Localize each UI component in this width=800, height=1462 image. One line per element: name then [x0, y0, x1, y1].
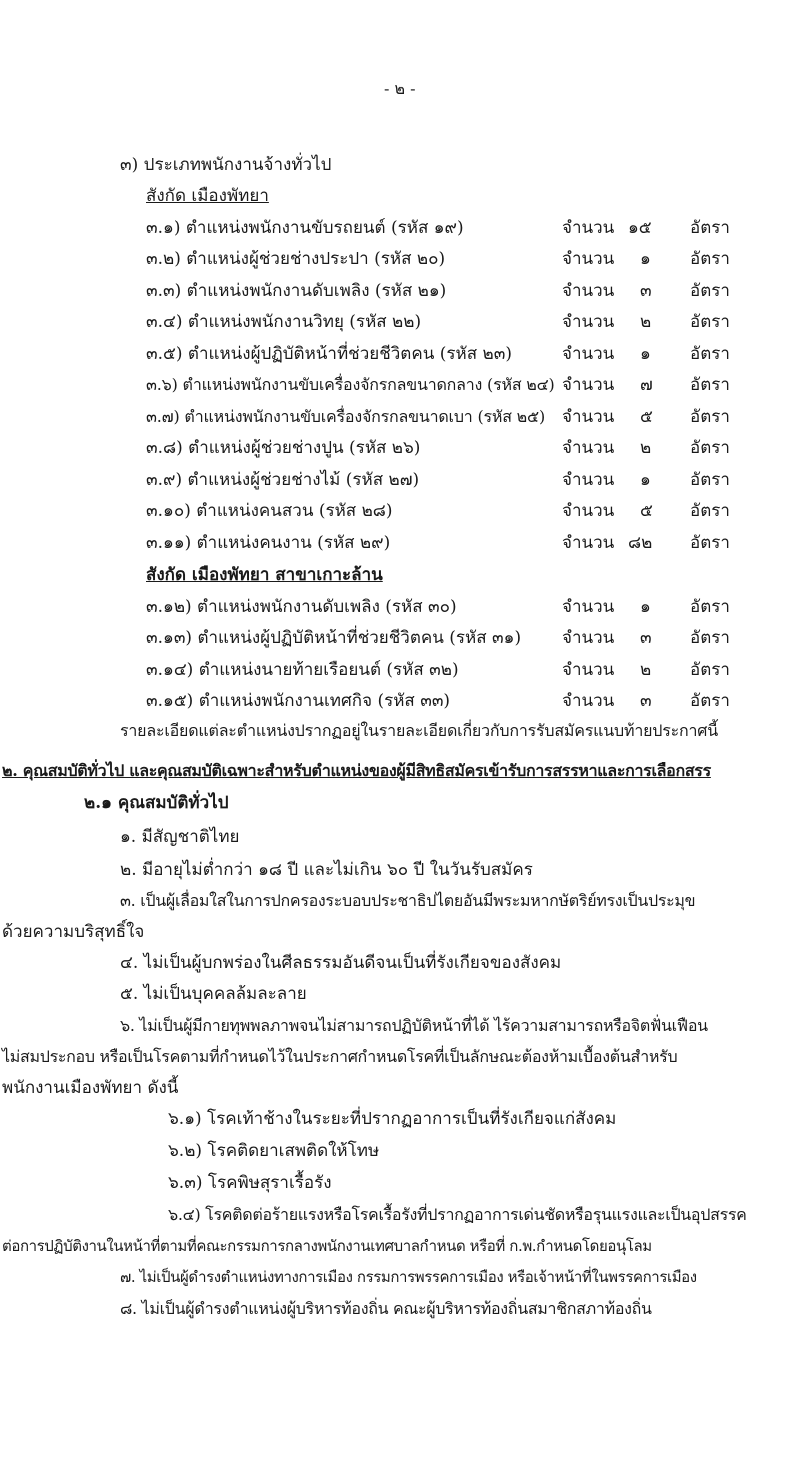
unit-label: อัตรา	[690, 281, 730, 301]
details-note: รายละเอียดแต่ละตำแหน่งปรากฏอยู่ในรายละเอียดเกี่ยวกับการรับสมัครแนบท้ายประกาศนี้	[120, 721, 718, 740]
unit-label: อัตรา	[690, 533, 730, 553]
position-title: ๓.๑) ตำแหน่งพนักงานขับรถยนต์ (รหัส ๑๙)	[146, 218, 464, 238]
count-label: จำนวน	[562, 660, 615, 680]
count-label: จำนวน	[562, 375, 615, 395]
count-label: จำนวน	[562, 312, 615, 332]
qualification-6-4-line2: ต่อการปฏิบัติงานในหน้าที่ตามที่คณะกรรมการกลางพนักงานเทศบาลกำหนด หรือที่ ก.พ.กำหนดโดยอนุโลม	[2, 1237, 652, 1255]
qualification-2: ๒. มีอายุไม่ต่ำกว่า ๑๘ ปี และไม่เกิน ๖๐ ปี ในวันรับสมัคร	[120, 860, 533, 880]
qualification-6-line1: ๖. ไม่เป็นผู้มีกายทุพพลภาพจนไม่สามารถปฏิบัติหน้าที่ได้ ไร้ความสามารถหรือจิตฟั่นเฟือน	[120, 1016, 708, 1035]
unit-label: อัตรา	[690, 218, 730, 238]
section2-heading: ๒. คุณสมบัติทั่วไป และคุณสมบัติเฉพาะสำหรับตำแหน่งของผู้มีสิทธิสมัครเข้ารับการสรรหาและการเลือกสรร	[2, 761, 711, 780]
qualification-4: ๔. ไม่เป็นผู้บกพร่องในศีลธรรมอันดีจนเป็นที่รังเกียจของสังคม	[120, 953, 562, 973]
position-title: ๓.๗) ตำแหน่งพนักงานขับเครื่องจักรกลขนาดเบา (รหัส ๒๕)	[146, 407, 545, 426]
position-title: ๓.๖) ตำแหน่งพนักงานขับเครื่องจักรกลขนาดกลาง (รหัส ๒๔)	[146, 375, 555, 394]
position-title: ๓.๑๔) ตำแหน่งนายท้ายเรือยนต์ (รหัส ๓๒)	[146, 660, 459, 680]
count-label: จำนวน	[562, 501, 615, 521]
qualification-6-line3: พนักงานเมืองพัทยา ดังนี้	[2, 1078, 179, 1098]
qualification-1: ๑. มีสัญชาติไทย	[120, 827, 240, 847]
position-count: ๕	[640, 407, 653, 427]
position-title: ๓.๕) ตำแหน่งผู้ปฏิบัติหน้าที่ช่วยชีวิตคน (รหัส ๒๓)	[146, 344, 512, 364]
position-title: ๓.๒) ตำแหน่งผู้ช่วยช่างประปา (รหัส ๒๐)	[146, 249, 446, 269]
count-label: จำนวน	[562, 533, 615, 553]
section2-1-heading: ๒.๑ คุณสมบัติทั่วไป	[84, 793, 229, 813]
position-count: ๑	[640, 470, 651, 490]
group1-heading: สังกัด เมืองพัทยา	[146, 186, 269, 206]
position-count: ๓	[640, 281, 652, 301]
unit-label: อัตรา	[690, 597, 730, 617]
qualification-7: ๗. ไม่เป็นผู้ดำรงตำแหน่งทางการเมือง กรรมการพรรคการเมือง หรือเจ้าหน้าที่ในพรรคการเมือง	[120, 1268, 697, 1286]
unit-label: อัตรา	[690, 628, 730, 648]
qualification-5: ๕. ไม่เป็นบุคคลล้มละลาย	[120, 984, 307, 1004]
count-label: จำนวน	[562, 691, 615, 711]
position-count: ๒	[640, 438, 652, 458]
position-title: ๓.๔) ตำแหน่งพนักงานวิทยุ (รหัส ๒๒)	[146, 312, 422, 332]
group2-heading: สังกัด เมืองพัทยา สาขาเกาะล้าน	[146, 565, 383, 585]
position-title: ๓.๑๒) ตำแหน่งพนักงานดับเพลิง (รหัส ๓๐)	[146, 597, 457, 617]
position-title: ๓.๑๕) ตำแหน่งพนักงานเทศกิจ (รหัส ๓๓)	[146, 691, 451, 711]
position-count: ๗	[640, 375, 653, 395]
position-title: ๓.๘) ตำแหน่งผู้ช่วยช่างปูน (รหัส ๒๖)	[146, 438, 421, 458]
unit-label: อัตรา	[690, 312, 730, 332]
position-count: ๑	[640, 344, 651, 364]
position-count: ๑๕	[628, 218, 652, 238]
count-label: จำนวน	[562, 218, 615, 238]
unit-label: อัตรา	[690, 660, 730, 680]
qualification-3-line2: ด้วยความบริสุทธิ์ใจ	[2, 922, 145, 942]
position-count: ๓	[640, 691, 652, 711]
unit-label: อัตรา	[690, 375, 730, 395]
position-title: ๓.๑๑) ตำแหน่งคนงาน (รหัส ๒๙)	[146, 533, 391, 553]
position-count: ๑	[640, 597, 651, 617]
count-label: จำนวน	[562, 438, 615, 458]
position-title: ๓.๓) ตำแหน่งพนักงานดับเพลิง (รหัส ๒๑)	[146, 281, 447, 301]
position-count: ๒	[640, 660, 652, 680]
qualification-3-line1: ๓. เป็นผู้เลื่อมใสในการปกครองระบอบประชาธิปไตยอันมีพระมหากษัตริย์ทรงเป็นประมุข	[120, 891, 696, 910]
unit-label: อัตรา	[690, 438, 730, 458]
unit-label: อัตรา	[690, 249, 730, 269]
position-title: ๓.๑๓) ตำแหน่งผู้ปฏิบัติหน้าที่ช่วยชีวิตคน (รหัส ๓๑)	[146, 628, 522, 648]
position-count: ๕	[640, 501, 653, 521]
count-label: จำนวน	[562, 281, 615, 301]
count-label: จำนวน	[562, 597, 615, 617]
position-count: ๓	[640, 628, 652, 648]
qualification-6-4-line1: ๖.๔) โรคติดต่อร้ายแรงหรือโรคเรื้อรังที่ปรากฏอาการเด่นชัดหรือรุนแรงและเป็นอุปสรรค	[168, 1205, 747, 1224]
position-title: ๓.๙) ตำแหน่งผู้ช่วยช่างไม้ (รหัส ๒๗)	[146, 470, 420, 490]
qualification-6-1: ๖.๑) โรคเท้าช้างในระยะที่ปรากฏอาการเป็นที่รังเกียจแก่สังคม	[168, 1109, 617, 1129]
page-number: - ๒ -	[384, 79, 416, 98]
unit-label: อัตรา	[690, 691, 730, 711]
qualification-6-3: ๖.๓) โรคพิษสุราเรื้อรัง	[168, 1173, 332, 1193]
position-count: ๑	[640, 249, 651, 269]
count-label: จำนวน	[562, 249, 615, 269]
section3-heading: ๓) ประเภทพนักงานจ้างทั่วไป	[120, 155, 332, 175]
qualification-6-line2: ไม่สมประกอบ หรือเป็นโรคตามที่กำหนดไว้ในประกาศกำหนดโรคที่เป็นลักษณะต้องห้ามเบื้องต้นสำหรับ	[2, 1047, 678, 1066]
count-label: จำนวน	[562, 344, 615, 364]
count-label: จำนวน	[562, 407, 615, 427]
qualification-6-2: ๖.๒) โรคติดยาเสพติดให้โทษ	[168, 1141, 380, 1161]
position-count: ๒	[640, 312, 652, 332]
unit-label: อัตรา	[690, 407, 730, 427]
qualification-8: ๘. ไม่เป็นผู้ดำรงตำแหน่งผู้บริหารท้องถิ่น คณะผู้บริหารท้องถิ่นสมาชิกสภาท้องถิ่น	[120, 1299, 652, 1318]
count-label: จำนวน	[562, 470, 615, 490]
position-title: ๓.๑๐) ตำแหน่งคนสวน (รหัส ๒๘)	[146, 501, 393, 521]
unit-label: อัตรา	[690, 344, 730, 364]
unit-label: อัตรา	[690, 501, 730, 521]
count-label: จำนวน	[562, 628, 615, 648]
unit-label: อัตรา	[690, 470, 730, 490]
position-count: ๘๒	[628, 533, 653, 553]
